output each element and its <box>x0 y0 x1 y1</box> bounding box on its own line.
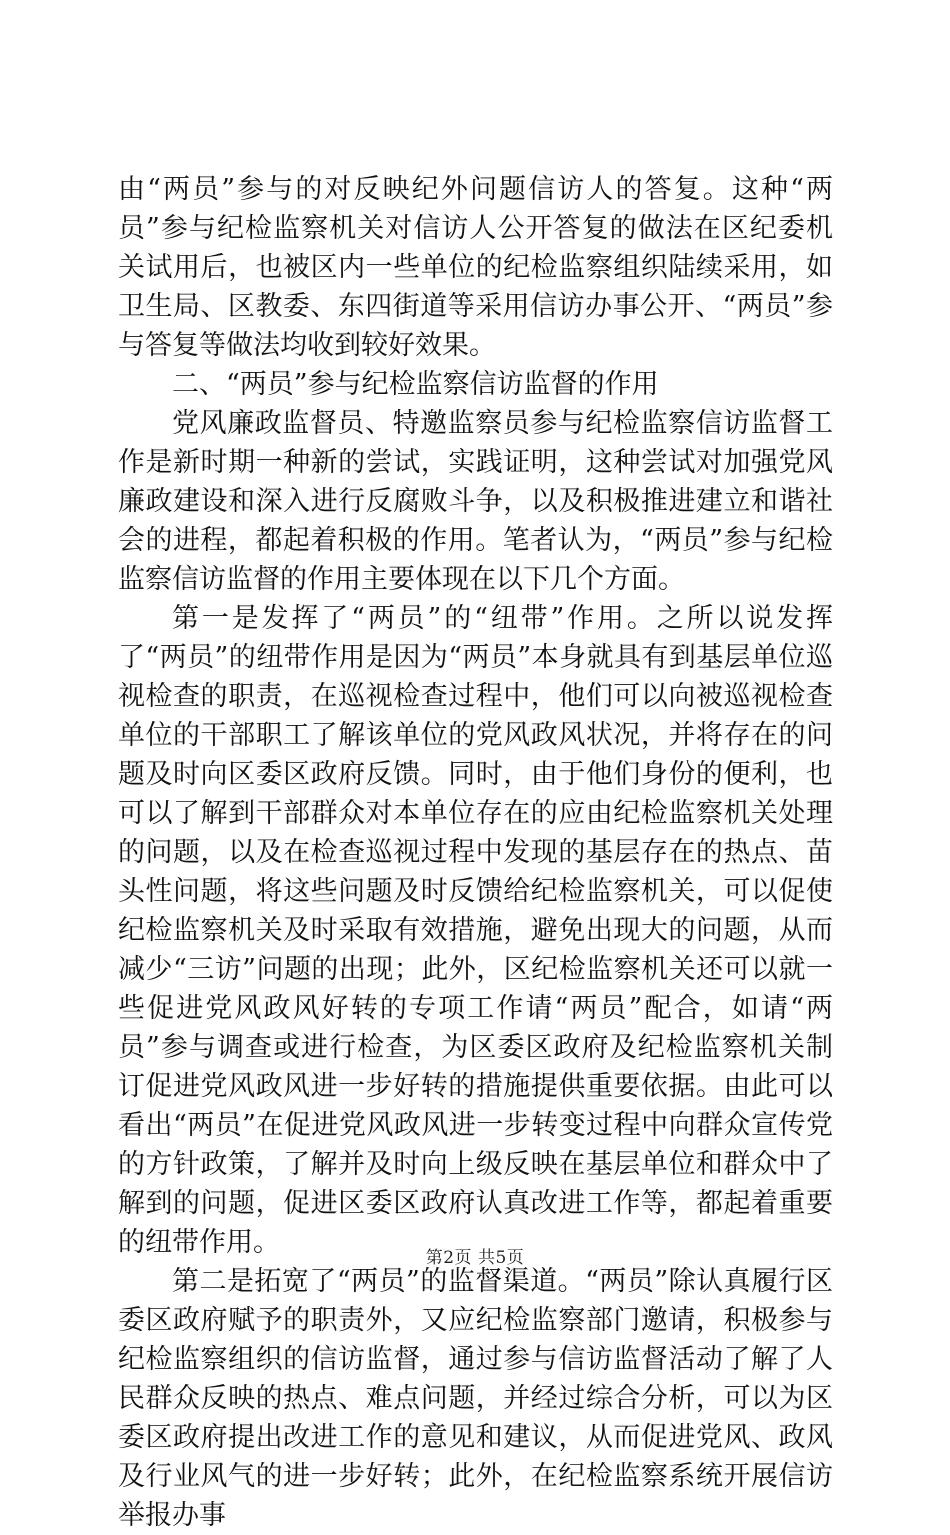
section-heading: 二、“两员”参与纪检监察信访监督的作用 <box>172 369 659 400</box>
paragraph-second-point: 第二是拓宽了“两员”的监督渠道。“两员”除认真履行区委区政府赋予的职责外，又应纪检监察部门邀请，积极参与纪检监察组织的信访监督，通过参与信访监督活动了解了人民群众反映的热点、难点问题，并经过综合分析，可以为区委区政府提出改进工作的意见和建议，从而促进党风、政风及行业风气的进一步好转；此外，在纪检监察系统开展信访举报办事 <box>118 1266 833 1531</box>
paragraph-first-point: 第一是发挥了“两员”的“纽带”作用。之所以说发挥了“两员”的纽带作用是因为“两员”本身就具有到基层单位巡视检查的职责，在巡视检查过程中，他们可以向被巡视检查单位的干部职工了解该单位的党风政风状况，并将存在的问题及时向区委区政府反馈。同时，由于他们身份的便利，也可以了解到干部群众对本单位存在的应由纪检监察机关处理的问题，以及在检查巡视过程中发现的基层存在的热点、苗头性问题，将这些问题及时反馈给纪检监察机关，可以促使纪检监察机关及时采取有效措施，避免出现大的问题，从而减少“三访”问题的出现；此外，区纪检监察机关还可以就一些促进党风政风好转的专项工作请“两员”配合，如请“两员”参与调查或进行检查，为区委区政府及纪检监察机关制订促进党风政风进一步好转的措施提供重要依据。由此可以看出“两员”在促进党风政风进一步转变过程中向群众宣传党的方针政策，了解并及时向上级反映在基层单位和群众中了解到的问题，促进区委区政府认真改进工作等，都起着重要的纽带作用。 <box>118 603 833 1258</box>
page-number-footer: 第2页 共5页 <box>425 1248 525 1268</box>
document-body <box>118 170 833 1535</box>
paragraph-continuation: 由“两员”参与的对反映纪外问题信访人的答复。这种“两员”参与纪检监察机关对信访人公开答复的做法在区纪委机关试用后，也被区内一些单位的纪检监察组织陆续采用，如卫生局、区教委、东四街道等采用信访办事公开、“两员”参与答复等做法均收到较好效果。 <box>118 174 833 361</box>
paragraph-intro: 党风廉政监督员、特邀监察员参与纪检监察信访监督工作是新时期一种新的尝试，实践证明，这种尝试对加强党风廉政建设和深入进行反腐败斗争，以及积极推进建立和谐社会的进程，都起着积极的作用。笔者认为，“两员”参与纪检监察信访监督的作用主要体现在以下几个方面。 <box>118 408 833 595</box>
